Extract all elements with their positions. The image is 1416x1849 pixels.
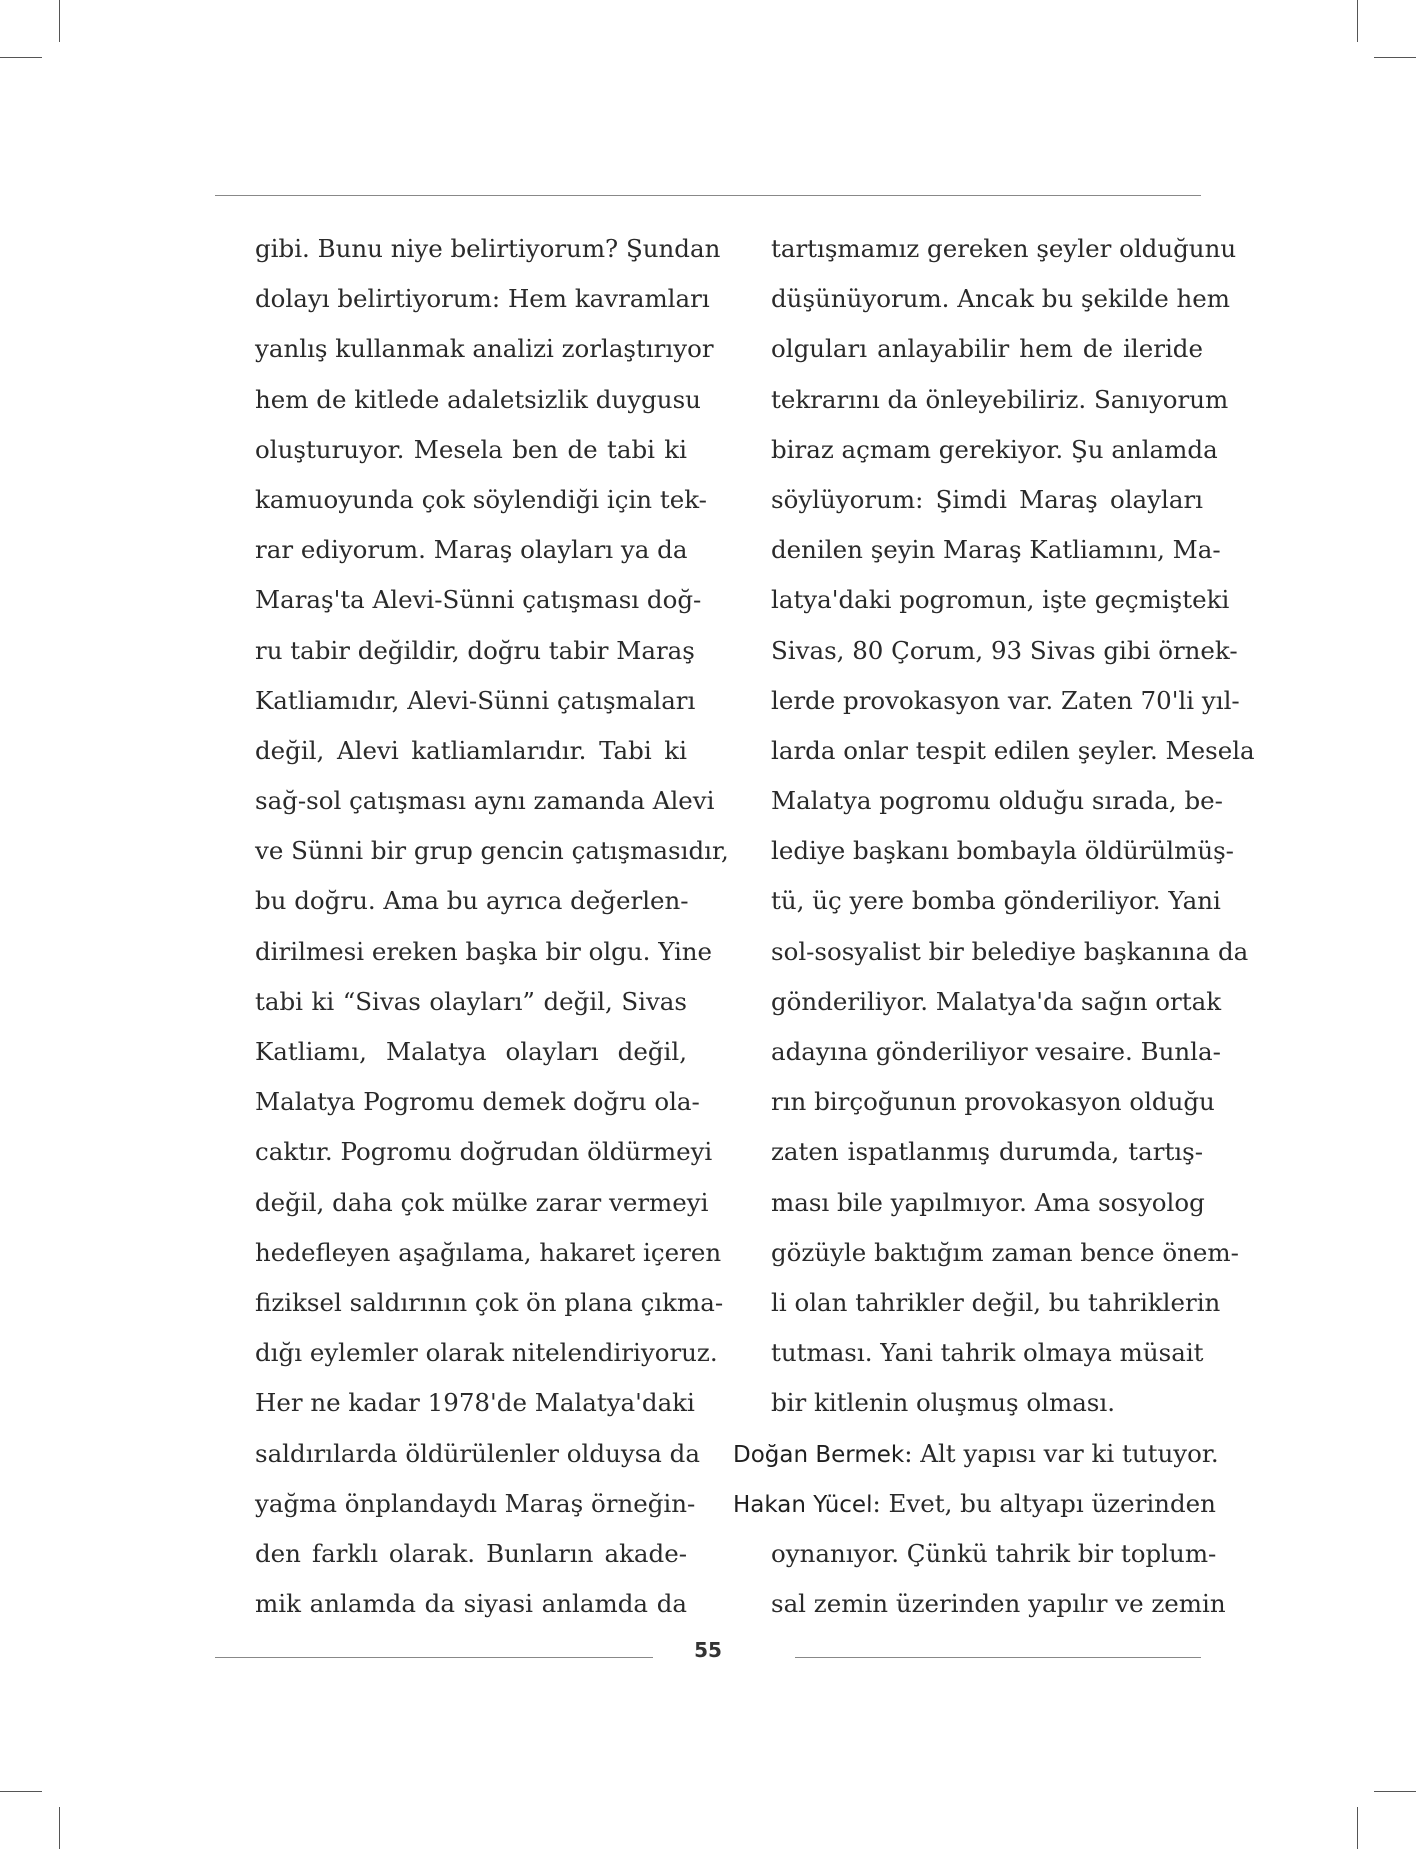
crop-mark-top-left-h bbox=[0, 57, 42, 58]
text-line: bu doğru. Ama bu ayrıca değerlen- bbox=[255, 886, 689, 916]
text-line: hedefleyen aşağılama, hakaret içeren bbox=[255, 1237, 722, 1267]
text-line: tabi ki “Sivas olayları” değil, Sivas bbox=[255, 986, 687, 1016]
text-line: latya'daki pogromun, işte geçmişteki bbox=[771, 585, 1230, 615]
text-line: hem de kitlede adaletsizlik duygusu bbox=[255, 384, 701, 414]
dialogue-line bbox=[733, 1483, 1216, 1533]
text-line: yağma önplandaydı Maraş örneğin- bbox=[255, 1488, 696, 1518]
crop-mark-bottom-right-v bbox=[1357, 1807, 1358, 1849]
text-line: olguları anlayabilir hem de ileride bbox=[771, 334, 1203, 364]
text-line: larda onlar tespit edilen şeyler. Mesela bbox=[771, 735, 1255, 765]
crop-mark-top-right-v bbox=[1357, 0, 1358, 42]
text-line: adayına gönderiliyor vesaire. Bunla- bbox=[771, 1037, 1221, 1066]
text-line: Katliamıdır, Alevi-Sünni çatışmaları bbox=[255, 685, 696, 715]
left-text-column bbox=[255, 228, 729, 1633]
text-line: tü, üç yere bomba gönderiliyor. Yani bbox=[771, 886, 1221, 916]
text-line: tartışmamız gereken şeyler olduğunu bbox=[771, 234, 1237, 263]
crop-mark-bottom-left-h bbox=[0, 1791, 42, 1792]
speaker-name: Doğan Bermek bbox=[733, 1441, 905, 1468]
text-line: ru tabir değildir, doğru tabir Maraş bbox=[255, 635, 695, 665]
text-line: mik anlamda da siyasi anlamda da bbox=[255, 1589, 687, 1619]
text-line: sağ-sol çatışması aynı zamanda Alevi bbox=[255, 786, 715, 816]
text-line: oynanıyor. Çünkü tahrik bir toplum- bbox=[771, 1538, 1217, 1568]
text-line: lediye başkanı bombayla öldürülmüş- bbox=[771, 836, 1234, 866]
text-line: sol-sosyalist bir belediye başkanına da bbox=[771, 936, 1249, 966]
text-line: düşünüyorum. Ancak bu şekilde hem bbox=[771, 284, 1231, 314]
text-line: ması bile yapılmıyor. Ama sosyolog bbox=[771, 1187, 1205, 1217]
right-text-column bbox=[733, 228, 1255, 1633]
text-line: Katliamı, Malatya olayları değil, bbox=[255, 1037, 687, 1066]
page-number: 55 bbox=[694, 1638, 722, 1662]
text-line: Maraş'ta Alevi-Sünni çatışması doğ- bbox=[255, 585, 702, 615]
text-line: tekrarını da önleyebiliriz. Sanıyorum bbox=[771, 384, 1229, 414]
text-line: rar ediyorum. Maraş olayları ya da bbox=[255, 535, 688, 565]
text-line: saldırılarda öldürülenler olduysa da bbox=[255, 1438, 700, 1468]
text-line: söylüyorum: Şimdi Maraş olayları bbox=[771, 484, 1203, 514]
text-line: den farklı olarak. Bunların akade- bbox=[255, 1538, 687, 1568]
text-line: gönderiliyor. Malatya'da sağın ortak bbox=[771, 986, 1222, 1016]
text-line: Sivas, 80 Çorum, 93 Sivas gibi örnek- bbox=[771, 635, 1238, 665]
text-line: gözüyle baktığım zaman bence önem- bbox=[771, 1237, 1239, 1267]
text-line: Her ne kadar 1978'de Malatya'daki bbox=[255, 1388, 695, 1418]
text-line: sal zemin üzerinden yapılır ve zemin bbox=[771, 1589, 1226, 1619]
text-line: ve Sünni bir grup gencin çatışmasıdır, bbox=[255, 836, 729, 866]
text-line: Malatya pogromu olduğu sırada, be- bbox=[771, 786, 1223, 816]
crop-mark-bottom-right-h bbox=[1374, 1791, 1416, 1792]
footer-rule-right bbox=[795, 1657, 1201, 1658]
text-line: değil, Alevi katliamlarıdır. Tabi ki bbox=[255, 735, 687, 765]
crop-mark-top-left-v bbox=[59, 0, 60, 42]
header-rule bbox=[215, 195, 1201, 196]
text-line: zaten ispatlanmış durumda, tartış- bbox=[771, 1137, 1203, 1167]
text-line: caktır. Pogromu doğrudan öldürmeyi bbox=[255, 1137, 713, 1167]
text-line: dolayı belirtiyorum: Hem kavramları bbox=[255, 284, 710, 314]
text-line: dığı eylemler olarak nitelendiriyoruz. bbox=[255, 1338, 718, 1368]
text-line: li olan tahrikler değil, bu tahriklerin bbox=[771, 1287, 1221, 1317]
dialogue-line bbox=[733, 1433, 1219, 1483]
text-line: bir kitlenin oluşmuş olması. bbox=[771, 1388, 1115, 1418]
crop-mark-top-right-h bbox=[1374, 57, 1416, 58]
crop-mark-bottom-left-v bbox=[59, 1807, 60, 1849]
text-line: Malatya Pogromu demek doğru ola- bbox=[255, 1087, 700, 1117]
text-line: rın birçoğunun provokasyon olduğu bbox=[771, 1087, 1215, 1117]
text-line: yanlış kullanmak analizi zorlaştırıyor bbox=[255, 334, 714, 364]
text-line: değil, daha çok mülke zarar vermeyi bbox=[255, 1187, 709, 1217]
text-line: gibi. Bunu niye belirtiyorum? Şundan bbox=[255, 234, 721, 263]
text-line: kamuoyunda çok söylendiği için tek- bbox=[255, 484, 707, 514]
text-line: denilen şeyin Maraş Katliamını, Ma- bbox=[771, 535, 1221, 565]
dialogue-text: : Evet, bu altyapı üzerinden bbox=[872, 1488, 1216, 1518]
text-line: biraz açmam gerekiyor. Şu anlamda bbox=[771, 434, 1218, 464]
text-line: oluşturuyor. Mesela ben de tabi ki bbox=[255, 434, 687, 464]
text-line: lerde provokasyon var. Zaten 70'li yıl- bbox=[771, 685, 1240, 715]
text-line: dirilmesi ereken başka bir olgu. Yine bbox=[255, 936, 713, 966]
speaker-name: Hakan Yücel bbox=[733, 1491, 873, 1518]
dialogue-text: : Alt yapısı var ki tutuyor. bbox=[904, 1438, 1219, 1468]
text-line: fiziksel saldırının çok ön plana çıkma- bbox=[255, 1287, 724, 1317]
text-line: tutması. Yani tahrik olmaya müsait bbox=[771, 1338, 1204, 1368]
